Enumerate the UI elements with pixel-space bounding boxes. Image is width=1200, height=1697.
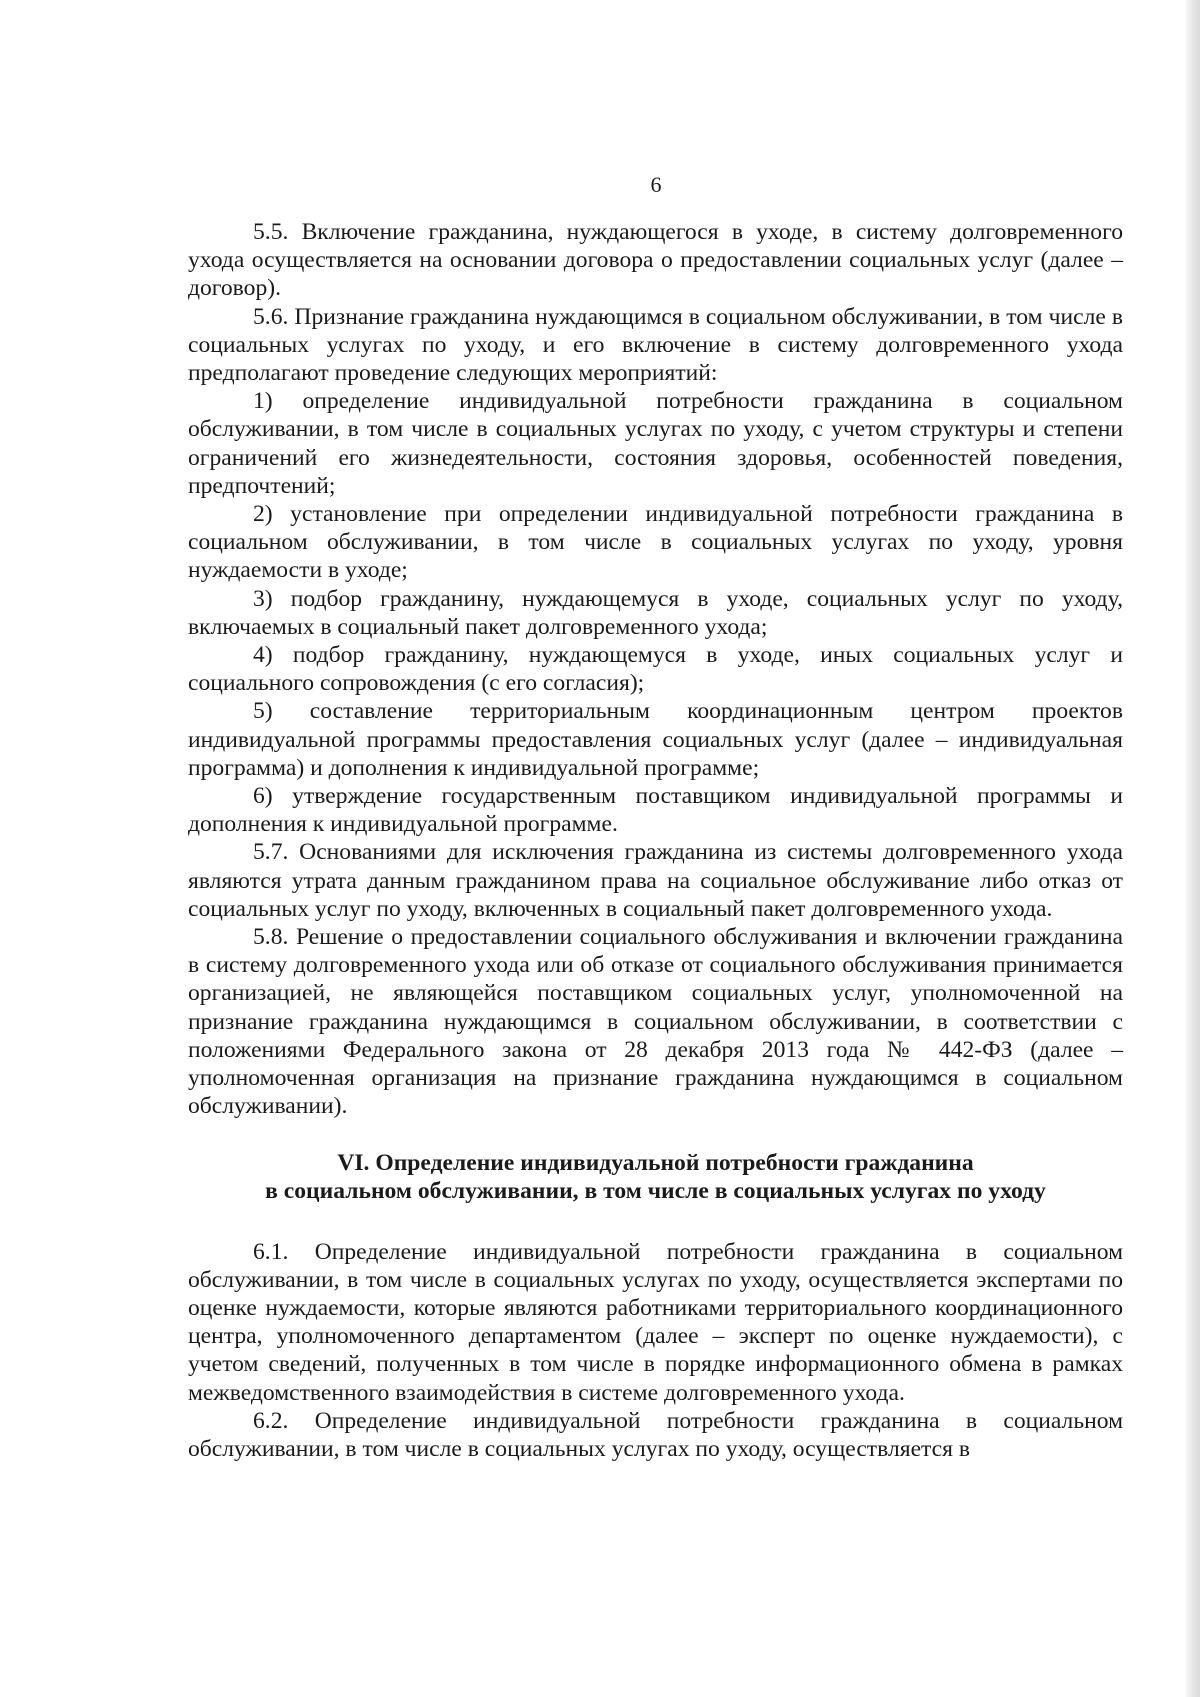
list-item-2: 2) установление при определении индивидуальной потребности гражданина в социальном обслуживании, в том числе в социальных услугах по уходу, уровня нуждаемости в уходе; [188, 501, 1123, 584]
list-item-1: 1) определение индивидуальной потребности гражданина в социальном обслуживании, в том числе в социальных услугах по уходу, с учетом структуры и степени ограничений его жизнедеятельности, состояния здоровья, особенностей поведения, предпочтений; [188, 388, 1123, 499]
paragraph-5-5: 5.5. Включение гражданина, нуждающегося в уходе, в систему долговременного ухода осуществляется на основании договора о предоставлении социальных услуг (далее – договор). [188, 219, 1123, 302]
scan-edge-shadow [1186, 0, 1200, 1697]
list-item-3: 3) подбор гражданину, нуждающемуся в уходе, социальных услуг по уходу, включаемых в социальный пакет долговременного ухода; [188, 585, 1123, 640]
list-item-5: 5) составление территориальным координационным центром проектов индивидуальной программы предоставления социальных услуг (далее – индивидуальная программа) и дополнения к индивидуальной программе; [188, 698, 1123, 781]
paragraph-5-8: 5.8. Решение о предоставлении социального обслуживания и включении гражданина в систему долговременного ухода или об отказе от социального обслуживания принимается организацией, не являющейся поставщиком социальных услуг, уполномоченной на признание гражданина нуждающимся в социальном обслуживании, в соответствии с положениями Федерального закона от 28 декабря 2013 года № 442-ФЗ (далее – уполномоченная организация на признание гражданина нуждающимся в социальном обслуживании). [188, 924, 1123, 1120]
section-heading [188, 1149, 1123, 1206]
paragraph-5-7: 5.7. Основаниями для исключения гражданина из системы долговременного ухода являются утрата данным гражданином права на социальное обслуживание либо отказ от социальных услуг по уходу, включенных в социальный пакет долговременного ухода. [188, 839, 1123, 922]
paragraph-6-1: 6.1. Определение индивидуальной потребности гражданина в социальном обслуживании, в том числе в социальных услугах по уходу, осуществляется экспертами по оценке нуждаемости, которые являются работниками территориального координационного центра, уполномоченного департаментом (далее – эксперт по оценке нуждаемости), с учетом сведений, полученных в том числе в порядке информационного обмена в рамках межведомственного взаимодействия в системе долговременного ухода. [188, 1238, 1123, 1406]
paragraph-6-2: 6.2. Определение индивидуальной потребности гражданина в социальном обслуживании, в том числе в социальных услугах по уходу, осуществляется в [188, 1407, 1123, 1462]
list-item-6: 6) утверждение государственным поставщиком индивидуальной программы и дополнения к индивидуальной программе. [188, 783, 1123, 838]
document-body [188, 218, 1123, 1463]
section-heading-line-2: в социальном обслуживании, в том числе в социальных услугах по уходу [265, 1178, 1046, 1204]
section-heading-line-1: VI. Определение индивидуальной потребности гражданина [337, 1149, 974, 1176]
list-item-4: 4) подбор гражданину, нуждающемуся в уходе, иных социальных услуг и социального сопровождения (с его согласия); [188, 642, 1123, 697]
paragraph-5-6: 5.6. Признание гражданина нуждающимся в социальном обслуживании, в том числе в социальных услугах по уходу, и его включение в систему долговременного ухода предполагают проведение следующих мероприятий: [188, 303, 1123, 387]
page-number: 6 [650, 172, 662, 197]
